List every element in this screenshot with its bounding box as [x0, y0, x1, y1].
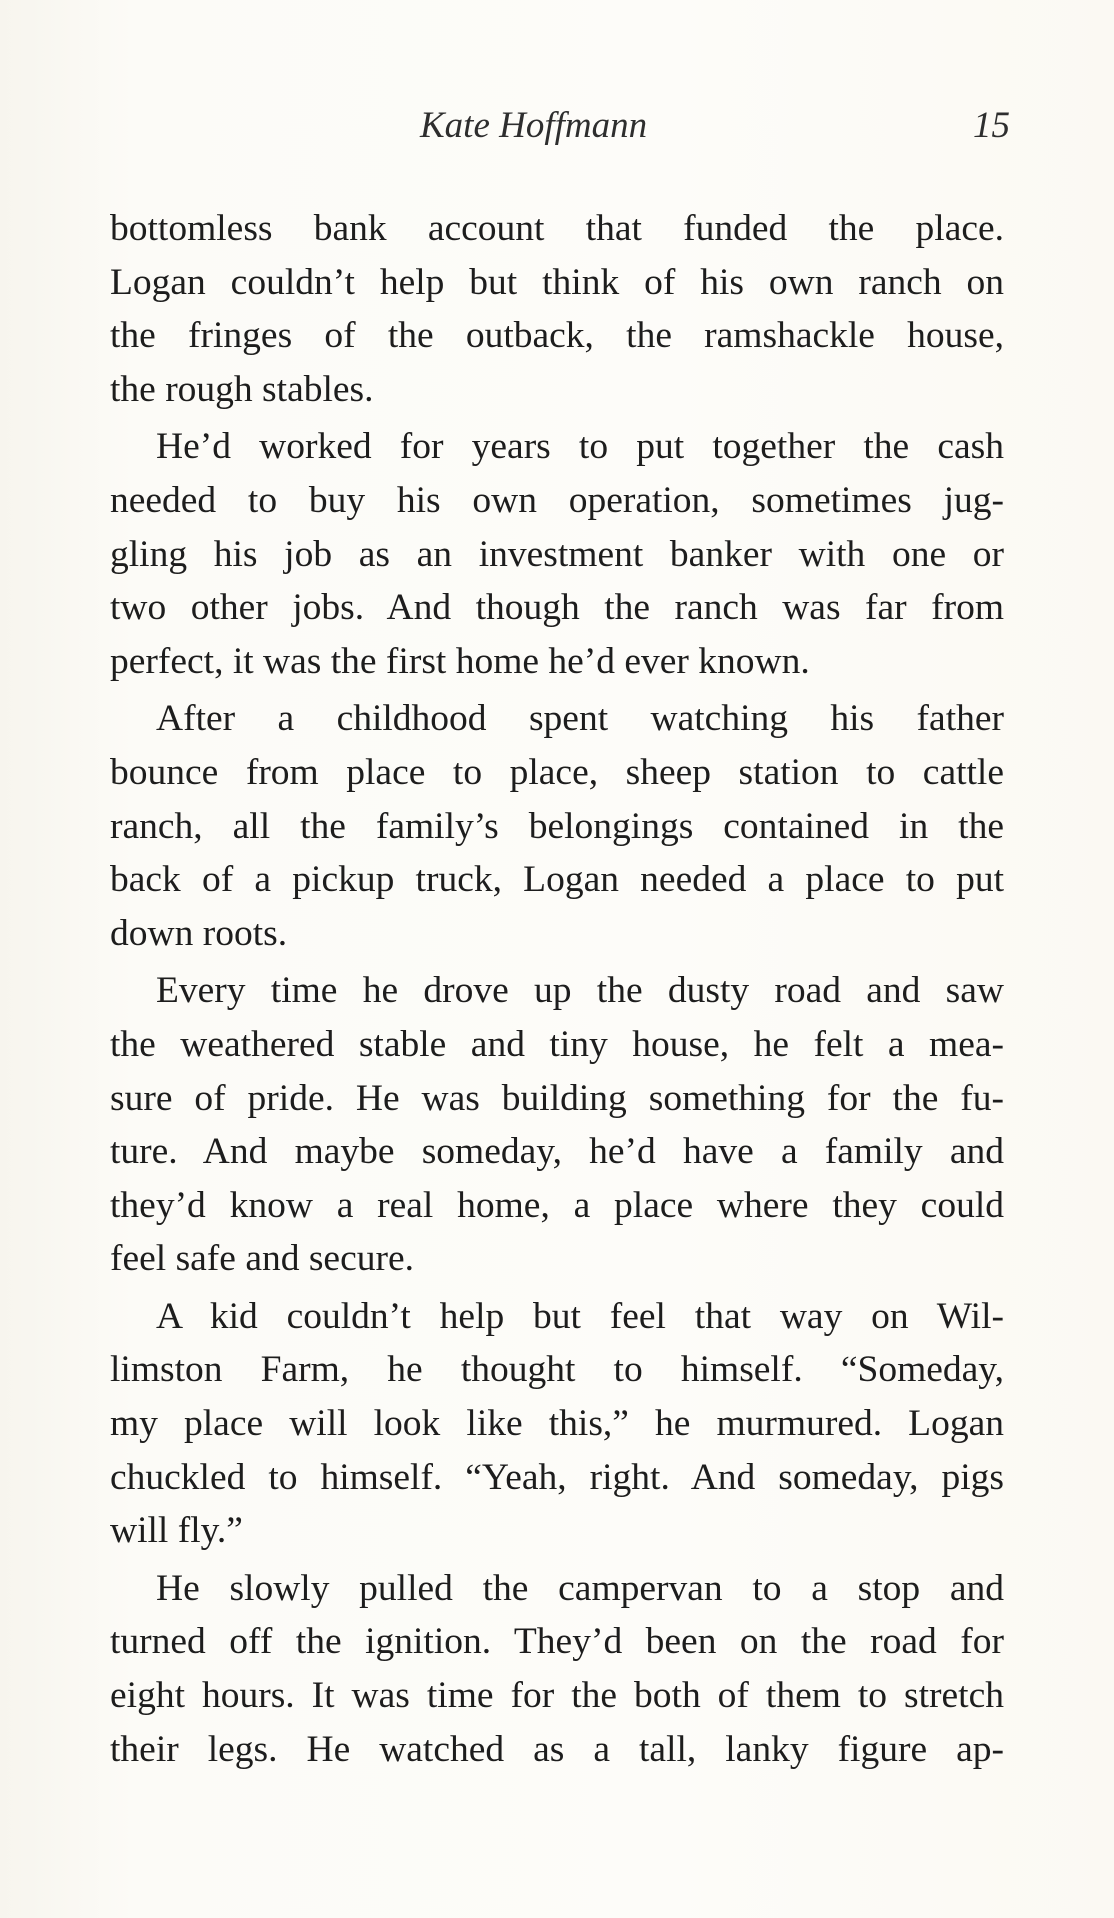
text-line: back of a pickup truck, Logan needed a place to put: [110, 859, 1004, 901]
text-line: sure of pride. He was building something for the fu-: [110, 1077, 1004, 1119]
text-line: limston Farm, he thought to himself. “Someday,: [110, 1349, 1004, 1391]
text-line: ture. And maybe someday, he’d have a family and: [110, 1131, 1004, 1173]
text-line: feel safe and secure.: [110, 1238, 414, 1280]
text-line: the rough stables.: [110, 368, 374, 410]
text-line: A kid couldn’t help but feel that way on Wil-: [156, 1295, 1004, 1337]
body-text: [110, 202, 1004, 1776]
text-line: gling his job as an investment banker with one or: [110, 533, 1004, 575]
text-line: the weathered stable and tiny house, he felt a mea-: [110, 1023, 1004, 1065]
running-head: [110, 104, 1010, 154]
text-line: their legs. He watched as a tall, lanky figure ap-: [110, 1728, 1004, 1770]
text-line: He slowly pulled the campervan to a stop and: [156, 1567, 1004, 1609]
text-line: ranch, all the family’s belongings contained in the: [110, 805, 1004, 847]
text-line: eight hours. It was time for the both of them to stretch: [110, 1675, 1004, 1717]
text-line: needed to buy his own operation, sometimes jug-: [110, 479, 1004, 521]
paragraph: [110, 1290, 1004, 1558]
text-line: my place will look like this,” he murmured. Logan: [110, 1403, 1004, 1445]
text-line: turned off the ignition. They’d been on the road for: [110, 1621, 1004, 1663]
text-line: He’d worked for years to put together the cash: [156, 426, 1004, 468]
paragraph: [110, 1562, 1004, 1776]
text-line: Logan couldn’t help but think of his own ranch on: [110, 261, 1004, 303]
text-line: chuckled to himself. “Yeah, right. And someday, pigs: [110, 1456, 1004, 1498]
text-line: down roots.: [110, 912, 288, 954]
page-number: 15: [973, 105, 1010, 146]
paragraph: [110, 964, 1004, 1286]
text-line: After a childhood spent watching his father: [156, 698, 1004, 740]
text-line: bottomless bank account that funded the place.: [110, 208, 1004, 249]
text-line: two other jobs. And though the ranch was far from: [110, 587, 1004, 629]
paragraph: [110, 692, 1004, 960]
paragraph: [110, 202, 1004, 416]
running-head-author: Kate Hoffmann: [420, 105, 648, 146]
text-line: will fly.”: [110, 1510, 243, 1552]
paragraph: [110, 420, 1004, 688]
text-line: Every time he drove up the dusty road and saw: [156, 970, 1004, 1012]
text-line: the fringes of the outback, the ramshackle house,: [110, 315, 1004, 357]
text-line: they’d know a real home, a place where they could: [110, 1184, 1004, 1226]
text-line: bounce from place to place, sheep station to cattle: [110, 751, 1004, 793]
text-line: perfect, it was the first home he’d ever known.: [110, 640, 810, 682]
